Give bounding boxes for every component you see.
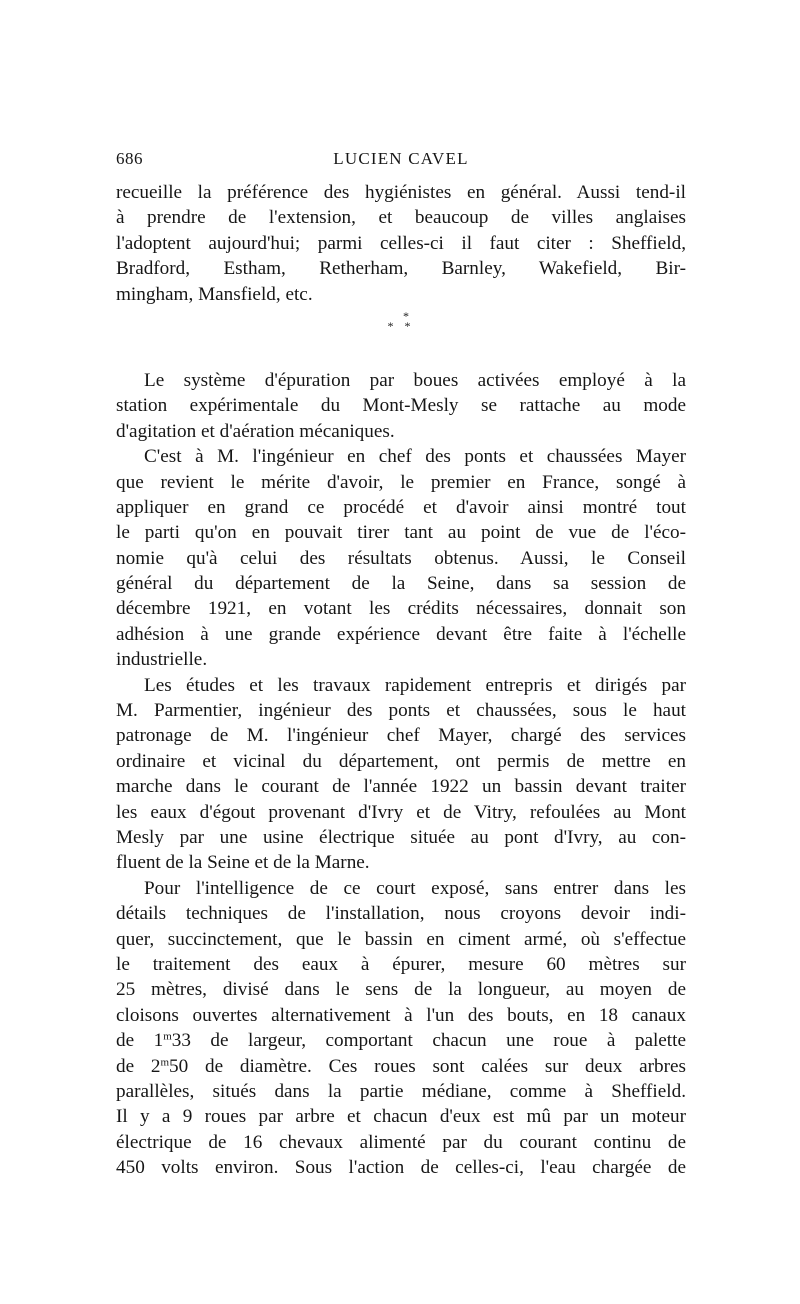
paragraph — [116, 673, 686, 876]
text-line: 450 volts environ. Sous l'action de celles-ci, l'eau chargée de — [116, 1157, 686, 1179]
text-line: patronage de M. l'ingénieur chef Mayer, chargé des services — [116, 725, 686, 747]
divider-star-top: * — [403, 308, 413, 323]
text-line: parallèles, situés dans la partie médiane, comme à Sheffield. — [116, 1080, 686, 1102]
text-line: M. Parmentier, ingénieur des ponts et chaussées, sous le haut — [116, 700, 686, 722]
text-line: l'adoptent aujourd'hui; parmi celles-ci il faut citer : Sheffield, — [116, 232, 686, 254]
text-line: Il y a 9 roues par arbre et chacun d'eux est mû par un moteur — [116, 1106, 686, 1128]
text-line: Le système d'épuration par boues activées employé à la — [144, 369, 686, 391]
text-line: 25 mètres, divisé dans le sens de la longueur, au moyen de — [116, 979, 686, 1001]
paragraph — [116, 180, 686, 307]
section-divider — [116, 307, 686, 341]
text-line: ordinaire et vicinal du département, ont permis de mettre en — [116, 750, 686, 772]
text-line: général du département de la Seine, dans sa session de — [116, 573, 686, 595]
superscript-unit: m — [163, 1030, 172, 1043]
superscript-unit: m — [160, 1055, 170, 1068]
text-fragment: 33 de largeur, comportant chacun une roue à palette — [171, 1030, 686, 1052]
text-line: fluent de la Seine et de la Marne. — [116, 852, 370, 874]
divider-star-bottom: * * — [387, 318, 415, 333]
page-header — [116, 149, 686, 173]
page-number: 686 — [116, 149, 143, 168]
text-line: C'est à M. l'ingénieur en chef des ponts et chaussées Mayer — [144, 446, 686, 468]
text-line: décembre 1921, en votant les crédits nécessaires, donnait son — [116, 598, 686, 620]
text-line: à prendre de l'extension, et beaucoup de villes anglaises — [116, 207, 686, 229]
text-line: mingham, Mansfield, etc. — [116, 283, 313, 305]
text-line: marche dans le courant de l'année 1922 un bassin devant traiter — [116, 776, 686, 798]
text-line: le traitement des eaux à épurer, mesure 60 mètres sur — [116, 953, 686, 975]
text-line: adhésion à une grande expérience devant être faite à l'échelle — [116, 623, 686, 645]
text-fragment: 50 de diamètre. Ces roues sont calées sur deux arbres — [169, 1055, 686, 1077]
section-gap — [116, 341, 686, 368]
body-text — [116, 180, 686, 1180]
paragraph — [116, 876, 686, 1181]
paragraph — [116, 444, 686, 673]
text-line: appliquer en grand ce procédé et d'avoir ainsi montré tout — [116, 496, 686, 518]
text-line: Pour l'intelligence de ce court exposé, sans entrer dans les — [144, 877, 686, 899]
text-line: d'agitation et d'aération mécaniques. — [116, 420, 395, 442]
text-line: station expérimentale du Mont-Mesly se rattache au mode — [116, 395, 686, 417]
text-fragment: de 2 — [116, 1055, 161, 1077]
text-line: détails techniques de l'installation, nous croyons devoir indi- — [116, 903, 686, 925]
text-line: électrique de 16 chevaux alimenté par du courant continu de — [116, 1131, 686, 1153]
text-line: le parti qu'on en pouvait tirer tant au point de vue de l'éco- — [116, 522, 686, 544]
text-line: cloisons ouvertes alternativement à l'un des bouts, en 18 canaux — [116, 1004, 686, 1026]
running-head: LUCIEN CAVEL — [333, 149, 469, 168]
text-line-width — [116, 1028, 686, 1053]
text-line: industrielle. — [116, 649, 208, 671]
text-line: nomie qu'à celui des résultats obtenus. Aussi, le Conseil — [116, 547, 686, 569]
text-line: que revient le mérite d'avoir, le premier en France, songé à — [116, 471, 686, 493]
text-fragment: de 1 — [116, 1030, 164, 1052]
text-line: Bradford, Estham, Retherham, Barnley, Wakefield, Bir- — [116, 258, 686, 280]
text-line: Mesly par une usine électrique située au pont d'Ivry, au con- — [116, 826, 686, 848]
paragraph — [116, 368, 686, 444]
text-line: quer, succinctement, que le bassin en ciment armé, où s'effectue — [116, 928, 686, 950]
text-line: Les études et les travaux rapidement entrepris et dirigés par — [144, 674, 686, 696]
text-line-diameter — [116, 1054, 686, 1079]
text-line: les eaux d'égout provenant d'Ivry et de Vitry, refoulées au Mont — [116, 801, 686, 823]
text-line: recueille la préférence des hygiénistes en général. Aussi tend-il — [116, 182, 686, 203]
